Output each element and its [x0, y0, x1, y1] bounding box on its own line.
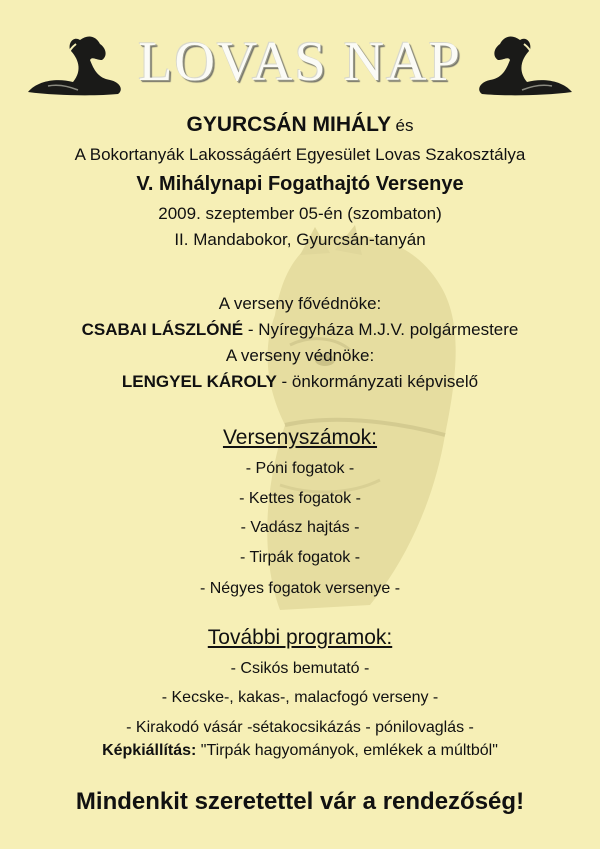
- event-place: II. Mandabokor, Gyurcsán-tanyán: [174, 230, 426, 249]
- main-patron-line: [0, 320, 600, 340]
- main-patron-role: - Nyíregyháza M.J.V. polgármestere: [243, 320, 519, 339]
- page-title: LOVAS NAP: [138, 31, 462, 93]
- competition-item: - Tirpák fogatok -: [239, 549, 361, 566]
- patron-line: [0, 372, 600, 392]
- patron-role: - önkormányzati képviselő: [276, 372, 479, 391]
- exhibition-line: [0, 742, 600, 760]
- patron-label: A verseny védnöke:: [225, 346, 375, 365]
- main-patron-label: A verseny fővédnöke:: [218, 294, 382, 313]
- program-item: - Csikós bemutató -: [230, 660, 370, 677]
- competitions-heading: Versenyszámok:: [222, 426, 378, 449]
- event-name: V. Mihálynapi Fogathajtó Versenye: [136, 173, 464, 195]
- exhibition-label: Képkiállítás:: [102, 742, 197, 759]
- competition-item: - Kettes fogatok -: [239, 490, 361, 507]
- patron-name: LENGYEL KÁROLY: [121, 372, 277, 391]
- organizer-line: [0, 113, 600, 137]
- competition-item: - Póni fogatok -: [245, 460, 355, 477]
- title-row: [0, 30, 600, 93]
- organizer-connector: és: [395, 116, 414, 135]
- association-name: A Bokortanyák Lakosságáért Egyesület Lovas Szakosztálya: [74, 145, 526, 164]
- organizer-name: GYURCSÁN MIHÁLY: [186, 113, 392, 136]
- event-date: 2009. szeptember 05-én (szombaton): [158, 204, 442, 223]
- reclining-horse-icon: [472, 30, 582, 102]
- programs-heading: További programok:: [207, 626, 393, 649]
- program-item: - Kirakodó vásár -sétakocsikázás - pónilovaglás -: [126, 719, 474, 736]
- competition-item: - Négyes fogatok versenye -: [199, 580, 401, 597]
- competition-item: - Vadász hajtás -: [240, 519, 360, 536]
- program-item: - Kecske-, kakas-, malacfogó verseny -: [161, 689, 439, 706]
- exhibition-text: "Tirpák hagyományok, emlékek a múltból": [196, 742, 498, 759]
- closing-message: Mindenkit szeretettel vár a rendezőség!: [75, 788, 525, 815]
- main-patron-name: CSABAI LÁSZLÓNÉ: [81, 320, 244, 339]
